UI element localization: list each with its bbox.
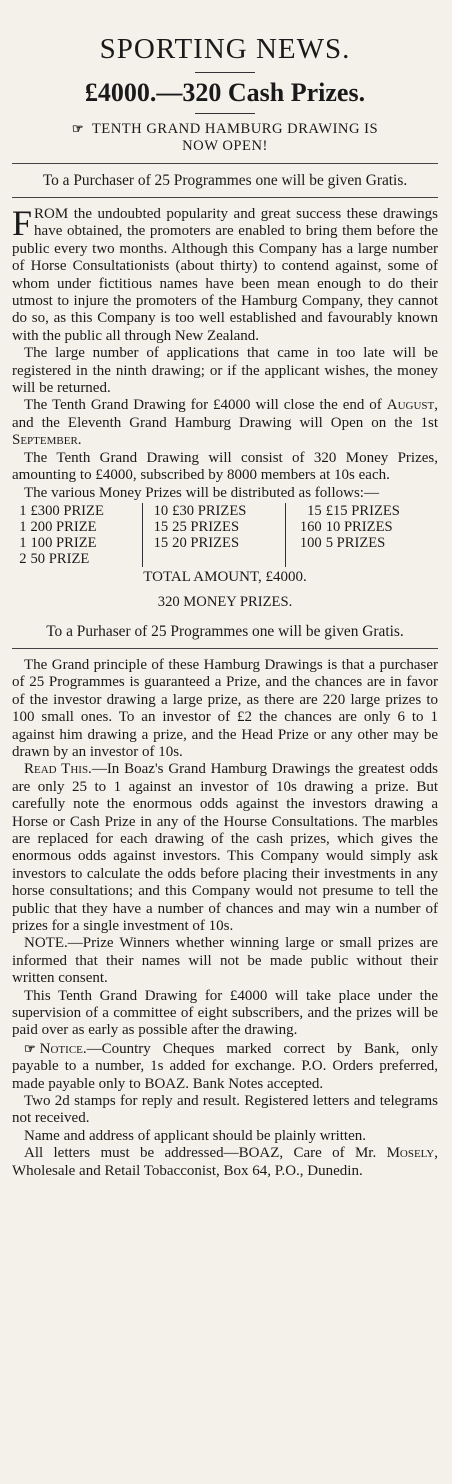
intro-paragraph-text: ROM the undoubted popularity and great success these drawings have obtained, the promoters are enabled to bring them before the public every two months. Although this Company has a large number of Horse Consultationists (about thirty) to contend against, some of whom under fictitious names have been mean enough to do their utmost to injure the promoters of the Hamburg Company, they cannot do so, as this Company is too well established and favourably known with the public all through New Zealand. — [12, 206, 438, 344]
country-cheques-paragraph — [12, 1040, 438, 1093]
applications-paragraph: The large number of applications that came in too late will be registered in the ninth drawing; or if the applicant wishes, the money will be returned. — [12, 345, 438, 397]
address-text-before: All letters must be addressed—BOAZ, Care of Mr. — [24, 1145, 387, 1162]
prize-cell: 100 PRIZE — [30, 534, 97, 551]
prize-cell: 15 — [285, 503, 324, 519]
pointing-hand-icon: ☞ — [71, 121, 84, 136]
notice-line-2: NOW OPEN! — [182, 138, 268, 154]
closing-text-before: The Tenth Grand Drawing for £4000 will close the end of — [24, 397, 387, 414]
prize-row — [12, 503, 438, 519]
prize-cell: 15 — [142, 535, 170, 551]
gratis-offer-1: To a Purchaser of 25 Programmes one will be given Gratis. — [42, 172, 408, 189]
principle-paragraph: The Grand principle of these Hamburg Drawings is that a purchaser of 25 Programmes is guaranteed a Prize, and the chances are in favor of the investor drawing a large prize, as there are 220 large prizes to 100 small ones. To an investor of £2 the chances are only 6 to 1 against him drawing a prize, and the Head Prize or any other may be drawn by an investor of 10s. — [12, 656, 438, 760]
closing-text-after: . — [77, 432, 82, 449]
read-this-label: Read This. — [24, 761, 92, 778]
address-paragraph — [12, 1145, 438, 1180]
prize-cell — [142, 551, 170, 567]
prize-cell — [324, 551, 438, 567]
prize-cell: £30 PRIZES — [172, 502, 247, 519]
prize-cell: 2 — [19, 550, 27, 567]
address-text-after: , Wholesale and Retail Tobacconist, Box 64, P.O., Dunedin. — [12, 1145, 438, 1179]
consist-paragraph: The Tenth Grand Drawing will consist of 320 Money Prizes, amounting to £4000, subscribed by 8000 members at 10s each. — [12, 449, 438, 484]
name-address-paragraph: Name and address of applicant should be plainly written. — [24, 1127, 366, 1144]
closing-date-paragraph — [12, 397, 438, 449]
pointing-hand-icon-2: ☞ — [24, 1040, 36, 1056]
money-prizes-heading: 320 MONEY PRIZES. — [157, 593, 293, 610]
prize-row — [12, 535, 438, 551]
prize-cell: 25 PRIZES — [172, 518, 240, 535]
masthead-rule — [195, 72, 255, 73]
gratis-offer-2: To a Purhaser of 25 Programmes one will be given Gratis. — [46, 622, 404, 640]
prize-cell: 200 PRIZE — [30, 518, 97, 535]
read-this-text: —In Boaz's Grand Hamburg Drawings the greatest odds are only 25 to 1 against an investor of 10s drawing a prize. But carefully note the enormous odds against the investors drawing a Horse or Cash Prize in any of the Hourse Consultations. The marbles are replaced for each drawing of the cash prizes, which gives the enormous odds against investors. This Company would simply ask investors to calculate the odds before placing their investments in any horse consultations; and this Company would not presume to tell the public that they have a number of chances and may win a number of prizes for a single investment of 10s. — [12, 761, 438, 934]
prize-cell: 20 PRIZES — [172, 534, 240, 551]
divider-2 — [12, 197, 438, 198]
prize-cell: 50 PRIZE — [30, 550, 90, 567]
prize-cell: £15 PRIZES — [325, 502, 400, 519]
notice-line-1: TENTH GRAND HAMBURG DRAWING IS — [91, 121, 379, 137]
country-notice-label: Notice. — [39, 1040, 87, 1057]
address-name: Mosely — [386, 1145, 435, 1162]
masthead-title: SPORTING NEWS. — [99, 33, 351, 65]
distribution-paragraph: The various Money Prizes will be distributed as follows:— — [24, 484, 379, 501]
opening-month: September — [12, 432, 78, 449]
intro-paragraph — [12, 203, 438, 345]
prize-cell: 100 — [285, 535, 324, 551]
divider-1 — [12, 163, 438, 164]
note-paragraph: NOTE.—Prize Winners whether winning large or small prizes are informed that their names will not be made public without their written consent. — [12, 935, 438, 987]
closing-month: August — [386, 397, 435, 414]
drop-cap: F — [12, 203, 33, 243]
total-amount: TOTAL AMOUNT, £4000. — [143, 568, 307, 585]
supervision-paragraph: This Tenth Grand Drawing for £4000 will take place under the supervision of a committee of eight subscribers, and the prizes will be paid over as early as possible after the drawing. — [12, 987, 438, 1039]
prize-cell: £300 PRIZE — [30, 502, 104, 519]
prize-cell: 15 — [142, 519, 170, 535]
prize-cell: 160 — [285, 519, 324, 535]
prize-cell: 10 PRIZES — [325, 518, 393, 535]
prizes-headline: £4000.—320 Cash Prizes. — [84, 78, 366, 107]
headline-rule — [195, 113, 255, 114]
divider-3 — [12, 648, 438, 649]
prize-cell: 1 — [19, 518, 27, 535]
prize-row — [12, 551, 438, 567]
read-this-paragraph — [12, 761, 438, 935]
prize-row — [12, 519, 438, 535]
prize-table — [12, 503, 438, 567]
country-notice-text: —Country Cheques marked correct by Bank, only payable to a number, 1s added for exchange. P.O. Orders preferred, made payable only to BOAZ. Bank Notes accepted. — [12, 1040, 438, 1092]
closing-text-middle: , and the Eleventh Grand Hamburg Drawing will Open on the 1st — [12, 397, 438, 431]
stamps-paragraph: Two 2d stamps for reply and result. Registered letters and telegrams not received. — [12, 1093, 438, 1127]
prize-cell — [285, 551, 324, 567]
prize-cell: 10 — [142, 503, 170, 519]
newspaper-column — [0, 32, 452, 1484]
prize-cell: 5 PRIZES — [325, 534, 386, 551]
notice-heading — [12, 120, 438, 155]
prize-cell — [170, 551, 285, 567]
prize-cell: 1 — [19, 502, 27, 519]
prize-cell: 1 — [19, 534, 27, 551]
